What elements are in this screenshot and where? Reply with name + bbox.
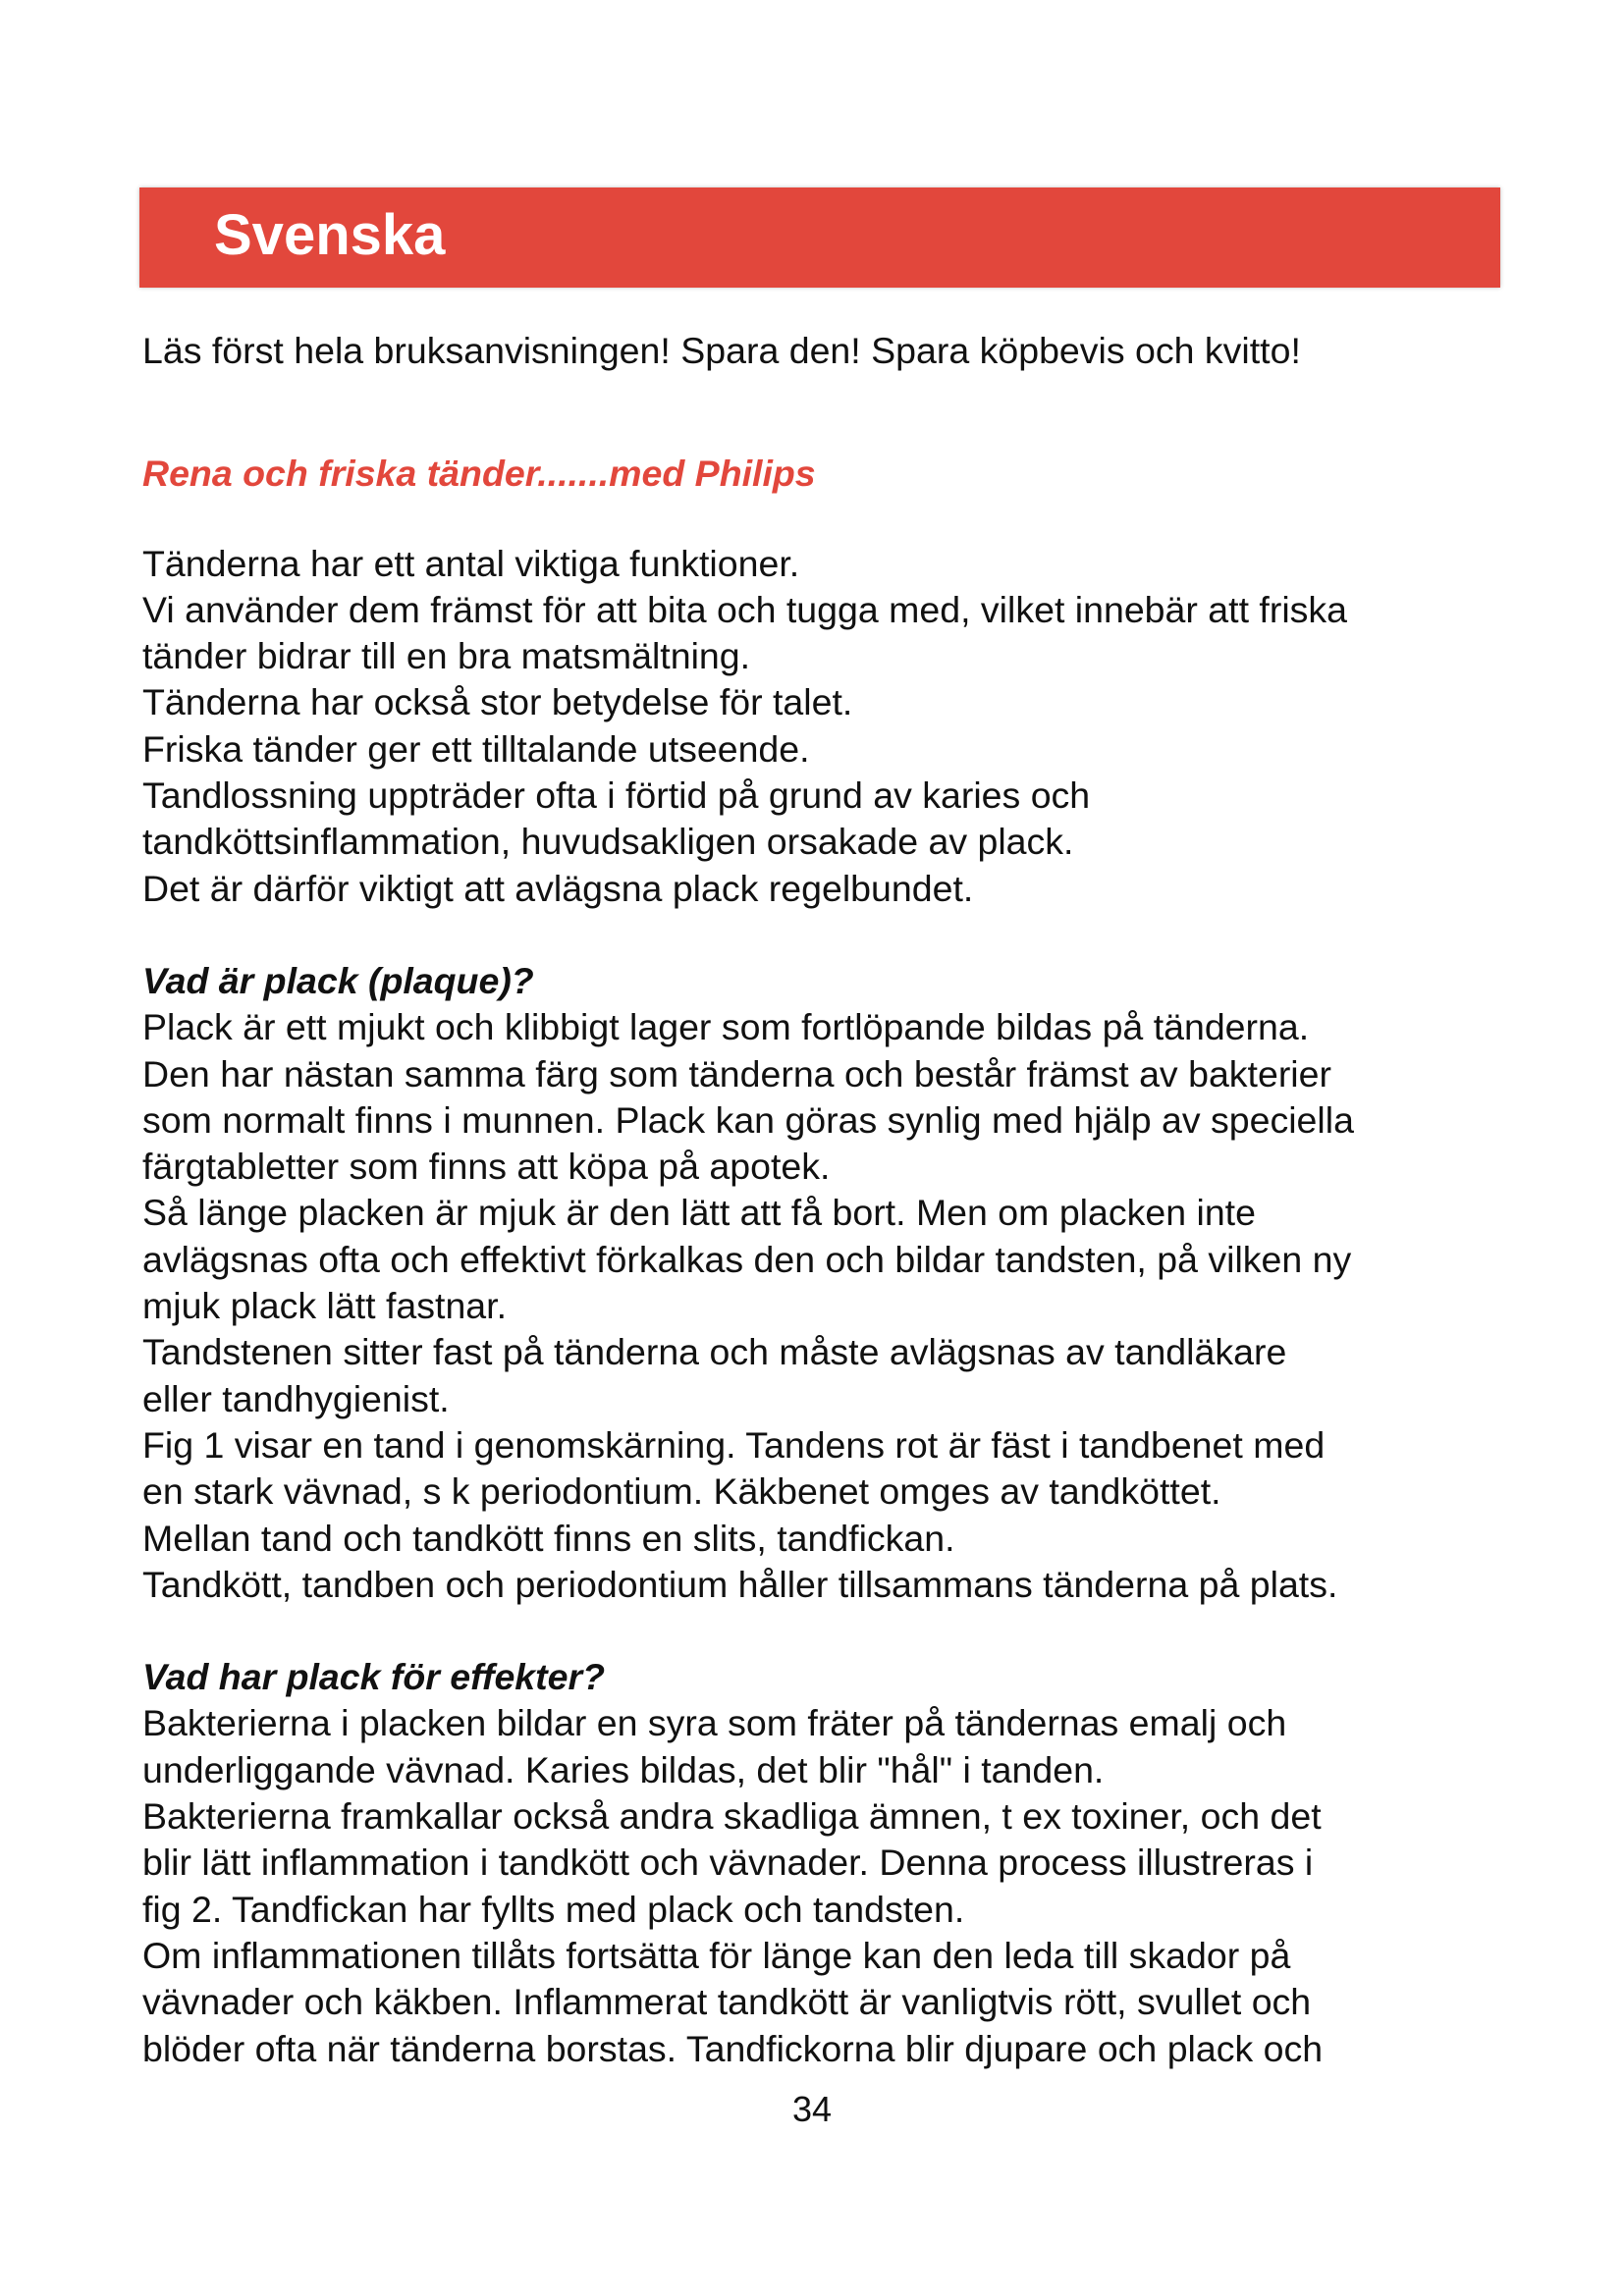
section-heading: Vad har plack för effekter? [142, 1656, 606, 1698]
section-effects [142, 1654, 1517, 2072]
paragraph-line: Friska tänder ger ett tilltalande utseende. [142, 727, 810, 770]
paragraph-line: blöder ofta när tänderna borstas. Tandfickorna blir djupare och plack och [142, 2027, 1324, 2069]
section-functions [142, 541, 1517, 912]
paragraph-line: Mellan tand och tandkött finns en slits, tandfickan. [142, 1517, 955, 1559]
paragraph-line: Tänderna har ett antal viktiga funktioner. [142, 542, 800, 584]
paragraph-line: som normalt finns i munnen. Plack kan göras synlig med hjälp av speciella [142, 1098, 1354, 1141]
paragraph-line: Vi använder dem främst för att bita och tugga med, vilket innebär att friska [142, 588, 1348, 630]
paragraph-line: Bakterierna i placken bildar en syra som fräter på tändernas emalj och [142, 1702, 1287, 1744]
paragraph-line: Tandstenen sitter fast på tänderna och måste avlägsnas av tandläkare [142, 1331, 1287, 1373]
paragraph-line: mjuk plack lätt fastnar. [142, 1285, 507, 1327]
paragraph-line: Tandlossning uppträder ofta i förtid på grund av karies och [142, 774, 1091, 817]
paragraph-line: blir lätt inflammation i tandkött och vävnader. Denna process illustreras i [142, 1842, 1314, 1884]
paragraph-line: Bakterierna framkallar också andra skadliga ämnen, t ex toxiner, och det [142, 1795, 1322, 1838]
paragraph-line: tandköttsinflammation, huvudsakligen orsakade av plack. [142, 821, 1074, 863]
paragraph-line: Fig 1 visar en tand i genomskärning. Tandens rot är fäst i tandbenet med [142, 1423, 1326, 1466]
paragraph-line: eller tandhygienist. [142, 1377, 450, 1419]
paragraph-line: färgtabletter som finns att köpa på apotek. [142, 1146, 831, 1188]
section-heading: Vad är plack (plaque)? [142, 959, 534, 1001]
banner-title: Svenska [214, 203, 446, 267]
paragraph-line: Om inflammationen tillåts fortsätta för länge kan den leda till skador på [142, 1934, 1291, 1976]
paragraph-line: en stark vävnad, s k periodontium. Käkbenet omges av tandköttet. [142, 1470, 1221, 1513]
page-number: 34 [791, 2089, 833, 2129]
paragraph-line: fig 2. Tandfickan har fyllts med plack och tandsten. [142, 1888, 965, 1930]
language-banner [139, 187, 1500, 288]
intro-text: Läs först hela bruksanvisningen! Spara den! Spara köpbevis och kvitto! [142, 330, 1301, 371]
paragraph-line: Den har nästan samma färg som tänderna och består främst av bakterier [142, 1052, 1331, 1095]
document-body [142, 328, 1517, 2072]
paragraph-line: avlägsnas ofta och effektivt förkalkas den och bildar tandsten, på vilken ny [142, 1238, 1352, 1280]
paragraph-line: Det är därför viktigt att avlägsna plack regelbundet. [142, 867, 974, 909]
section-plaque [142, 958, 1517, 1608]
paragraph-line: underliggande vävnad. Karies bildas, det blir "hål" i tanden. [142, 1748, 1105, 1790]
paragraph-line: Så länge placken är mjuk är den lätt att få bort. Men om placken inte [142, 1192, 1256, 1234]
subtitle: Rena och friska tänder.......med Philips [142, 453, 816, 495]
paragraph-line: Plack är ett mjukt och klibbigt lager som fortlöpande bildas på tänderna. [142, 1006, 1310, 1048]
paragraph-line: vävnader och käkben. Inflammerat tandkött är vanligtvis rött, svullet och [142, 1981, 1312, 2023]
paragraph-line: Tänderna har också stor betydelse för talet. [142, 681, 853, 723]
paragraph-line: tänder bidrar till en bra matsmältning. [142, 635, 751, 677]
paragraph-line: Tandkött, tandben och periodontium håller tillsammans tänderna på plats. [142, 1563, 1338, 1605]
